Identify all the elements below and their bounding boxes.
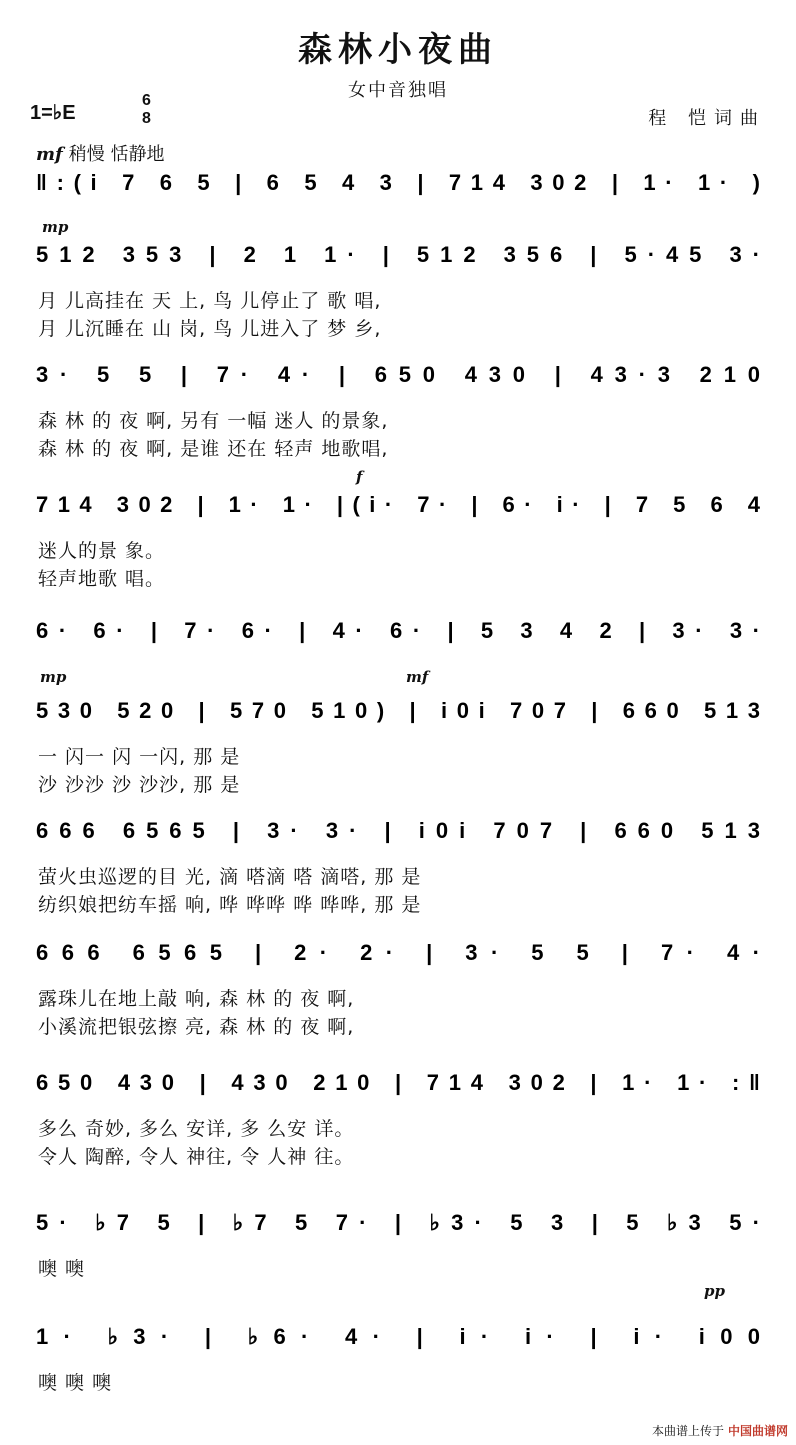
notation-line <box>0 608 796 652</box>
song-title: 森林小夜曲 <box>298 30 498 70</box>
song-subtitle: 女中音独唱 <box>348 80 448 101</box>
lyric-verse-1 <box>0 1114 796 1140</box>
lyric-verse-1 <box>0 536 796 562</box>
dynamic-mark: f <box>356 468 363 486</box>
lyric-text: 多么 奇妙, 多么 安详, 多 么安 详。 <box>38 1118 355 1140</box>
notation-text: 3· 5 5 | 7· 4· | 650 430 | 43·3 210 <box>36 362 760 387</box>
lyric-text: 月 儿高挂在 天 上, 鸟 儿停止了 歌 唱, <box>38 290 382 312</box>
tempo-text: 稍慢 恬静地 <box>68 144 165 165</box>
key-signature: 1=♭E <box>30 102 76 124</box>
notation-line <box>0 808 796 852</box>
time-signature <box>142 92 151 128</box>
lyric-verse-2 <box>0 770 796 796</box>
lyric-text: 噢 噢 <box>38 1258 86 1280</box>
lyric-text: 噢 噢 噢 <box>38 1372 113 1394</box>
lyric-text: 萤火虫巡逻的目 光, 滴 嗒滴 嗒 滴嗒, 那 是 <box>38 866 422 888</box>
notation-text: 530 520 | 570 510) | i0i 707 | 660 513 <box>36 698 761 723</box>
lyric-text: 月 儿沉睡在 山 岗, 鸟 儿进入了 梦 乡, <box>38 318 382 340</box>
notation-text: 6· 6· | 7· 6· | 4· 6· | 5 3 4 2 | 3· 3· <box>36 618 760 643</box>
notation-text: 666 6565 | 2· 2· | 3· 5 5 | 7· 4· <box>36 940 760 965</box>
lyric-verse-2 <box>0 1012 796 1038</box>
notation-text: 650 430 | 430 210 | 714 302 | 1· 1· :‖ <box>36 1070 761 1095</box>
lyric-verse-1 <box>0 1368 796 1394</box>
lyric-text: 森 林 的 夜 啊, 另有 一幅 迷人 的景象, <box>38 410 389 432</box>
notation-line <box>0 482 796 526</box>
lyric-verse-1 <box>0 406 796 432</box>
lyric-verse-2 <box>0 564 796 590</box>
notation-line <box>0 1314 796 1358</box>
lyric-text: 森 林 的 夜 啊, 是谁 还在 轻声 地歌唱, <box>38 438 389 460</box>
notation-text: 5· ♭7 5 | ♭7 5 7· | ♭3· 5 3 | 5 ♭3 5· <box>36 1210 760 1235</box>
lyric-text: 轻声地歌 唱。 <box>38 568 166 590</box>
lyric-verse-1 <box>0 862 796 888</box>
lyric-verse-1 <box>0 742 796 768</box>
notation-line <box>0 1060 796 1104</box>
dynamic-mark: pp <box>704 1282 725 1300</box>
lyric-verse-2 <box>0 1396 796 1422</box>
lyric-verse-1 <box>0 1254 796 1280</box>
lyric-text: 迷人的景 象。 <box>38 540 166 562</box>
lyric-verse-2 <box>0 314 796 340</box>
lyric-verse-2 <box>0 1282 796 1308</box>
lyric-verse-1 <box>0 662 796 688</box>
composer-credit: 程 恺词曲 <box>648 108 766 129</box>
lyric-text: 沙 沙沙 沙 沙沙, 那 是 <box>38 774 241 796</box>
dynamic-mark: mp <box>42 218 69 236</box>
time-bottom: 8 <box>142 110 151 127</box>
time-top: 6 <box>142 92 151 109</box>
notation-line <box>0 1200 796 1244</box>
notation-text: 666 6565 | 3· 3· | i0i 707 | 660 513 <box>36 818 761 843</box>
lyric-verse-2 <box>0 890 796 916</box>
notation-line <box>0 352 796 396</box>
lyric-text: 令人 陶醉, 令人 神往, 令 人神 往。 <box>38 1146 355 1168</box>
footer <box>652 1422 788 1439</box>
notation-text: ‖:(i 7 6 5 | 6 5 4 3 | 714 302 | 1· 1· ) <box>36 170 761 195</box>
notation-line <box>0 232 796 276</box>
tempo-dynamic: mf <box>36 144 63 165</box>
notation-text: 714 302 | 1· 1· |(i· 7· | 6· i· | 7 5 6 4 <box>36 492 760 517</box>
notation-text: 1· ♭3· | ♭6· 4· | i· i· | i· i00 <box>36 1324 760 1349</box>
lyric-verse-2 <box>0 434 796 460</box>
lyric-text: 小溪流把银弦擦 亮, 森 林 的 夜 啊, <box>38 1016 355 1038</box>
notation-text: 512 353 | 2 1 1· | 512 356 | 5·45 3· <box>36 242 760 267</box>
dynamic-mark: mp <box>40 668 67 686</box>
notation-line <box>0 930 796 974</box>
upload-note: 本曲谱上传于 <box>651 1424 724 1438</box>
site-logo: 中国曲谱网 <box>727 1424 788 1438</box>
notation-line <box>0 688 796 732</box>
lyric-verse-1 <box>0 984 796 1010</box>
lyric-text: 一 闪一 闪 一闪, 那 是 <box>38 746 241 768</box>
lyric-verse-2 <box>0 1142 796 1168</box>
dynamic-mark: mf <box>406 668 429 686</box>
notation-line <box>0 160 796 204</box>
lyric-text: 纺织娘把纺车摇 响, 哗 哗哗 哗 哗哗, 那 是 <box>38 894 422 916</box>
lyric-verse-1 <box>0 286 796 312</box>
lyric-text: 露珠儿在地上敲 响, 森 林 的 夜 啊, <box>38 988 355 1010</box>
